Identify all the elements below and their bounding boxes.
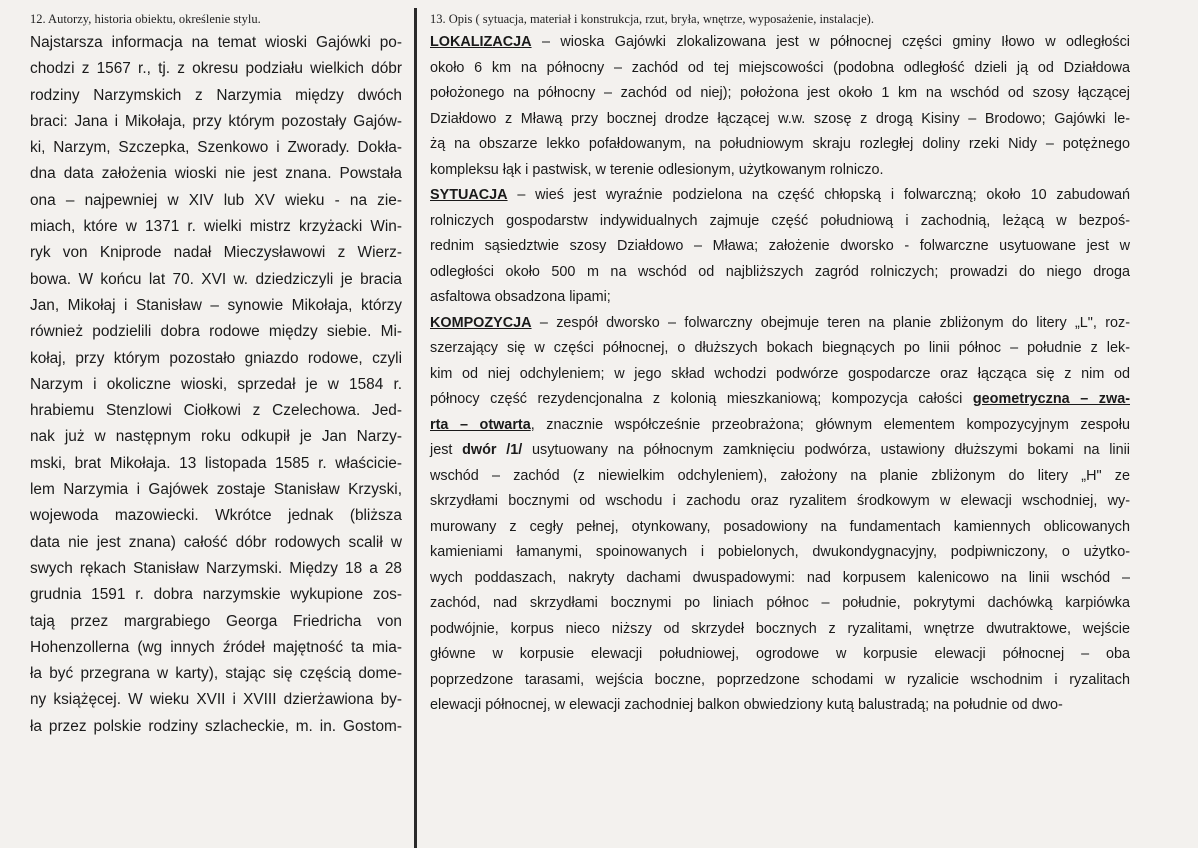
text-run: elewacji północnej, w elewacji zachodniej balkon obwiedziony kutą balustradą; na południe od dwo- xyxy=(430,697,1063,713)
text-line: bowa. W końcu lat 70. XVI w. dziedziczyli je bracia xyxy=(30,270,402,288)
text-line xyxy=(430,81,1130,107)
text-run: – zespół dworsko – folwarczny obejmuje teren na planie zbliżonym do litery „L", roz- xyxy=(531,314,1130,331)
section-12-header: 12. Autorzy, historia obiektu, określenie stylu. xyxy=(30,12,261,26)
text-line: ki, Narzym, Szczepka, Szenkowo i Zworady. Dokła- xyxy=(30,139,402,157)
text-line xyxy=(430,260,1130,286)
text-line xyxy=(430,489,1130,515)
text-run: rednim sąsiedztwie szosy Działdowo – Mława; założenie dworsko - folwarczne usytuowane jest w xyxy=(430,238,1130,254)
text-line: miach, które w 1371 r. wielki mistrz krzyżacki Win- xyxy=(30,218,402,236)
text-line xyxy=(430,617,1130,643)
section-13-header: 13. Opis ( sytuacja, materiał i konstrukcja, rzut, bryła, wnętrze, wyposażenie, instalacje). xyxy=(430,12,874,26)
section-keyword: LOKALIZACJA xyxy=(430,34,532,50)
text-line: również podzielili dobra rodowe między siebie. Mi- xyxy=(30,323,402,341)
text-run: odległości około 500 m na wschód od najbliższych zagród rolniczych; prowadzi do niego droga xyxy=(430,263,1130,280)
text-line xyxy=(430,540,1130,566)
text-run: asfaltowa obsadzona lipami; xyxy=(430,289,611,305)
text-line: ny książęcej. W wieku XVII i XVIII dzierżawiona by- xyxy=(30,691,402,709)
column-divider xyxy=(414,8,417,848)
description-column xyxy=(430,10,1130,719)
text-line xyxy=(430,30,1130,56)
text-run: główne w korpusie elewacji południowej, ogrodowe w korpusie elewacji północnej – oba xyxy=(430,646,1130,662)
text-line: Najstarsza informacja na temat wioski Gajówki po- xyxy=(30,34,402,51)
text-line xyxy=(430,311,1130,337)
text-run: murowany z cegły pełnej, otynkowany, posadowiony na fundamentach kamiennych oblicowanych xyxy=(430,518,1130,535)
text-line xyxy=(430,413,1130,439)
text-line: ła być przegrana w karty), stając się częścią dome- xyxy=(30,665,402,683)
text-run: , znacznie współcześnie przeobrażona; głównym elementem kompozycyjnym zespołu xyxy=(530,416,1131,433)
text-run: około 6 km na północny – zachód od tej miejscowości (podobna odległość dzieli ją od Działdowa xyxy=(430,59,1130,76)
text-line: Jan, Mikołaj i Stanisław – synowie Mikołaja, którzy xyxy=(30,296,402,314)
text-line: lem Narzymia i Gajówek zostaje Stanisław Krzyski, xyxy=(30,481,402,499)
text-line: grudnia 1591 r. dobra narzymskie wykupione zos- xyxy=(30,586,402,604)
text-line xyxy=(430,336,1130,362)
text-line xyxy=(430,387,1130,413)
text-line: wojewoda mazowiecki. Wkrótce jednak (bliższa xyxy=(30,507,402,525)
section-keyword: KOMPOZYCJA xyxy=(430,314,532,331)
text-line: ona – najpewniej w XIV lub XV wieku - na zie- xyxy=(30,191,402,209)
text-run: Działdowo z Mławą przy bocznej drodze łączącej w.w. szosę z drogą Kisiny – Brodowo; Gajówki le- xyxy=(430,110,1130,127)
section-keyword: SYTUACJA xyxy=(430,187,508,203)
text-run: – wieś jest wyraźnie podzielona na część chłopską i folwarczną; około 10 zabudowań xyxy=(507,187,1130,203)
text-line: Hohenzollerna (wg innych źródeł majętność ta mia- xyxy=(30,638,402,656)
text-line xyxy=(430,158,1130,184)
text-run: usytuowany na północnym zamknięciu podwórza, ustawiony dłuższymi bokami na linii xyxy=(522,442,1130,458)
text-line: nak już w następnym roku odkupił je Jan Narzy- xyxy=(30,428,402,446)
section-keyword: geometryczna – zwa- xyxy=(972,391,1130,407)
text-line xyxy=(430,56,1130,82)
text-run: jest xyxy=(430,442,463,458)
text-line xyxy=(430,285,1130,311)
text-line: data nie jest znana) całość dóbr rodowych scalił w xyxy=(30,533,402,551)
text-run: północy część rezydencjonalna z kolonią mieszkaniową; kompozycja całości xyxy=(430,391,973,407)
text-line xyxy=(430,566,1130,592)
text-run: kompleksu łąk i pastwisk, w terenie odlesionym, użytkowanym rolniczo. xyxy=(430,161,884,178)
text-line xyxy=(430,642,1130,668)
text-run: skrzydłami bocznymi od wschodu i zachodu oraz ryzalitem środkowym w elewacji wschodniej, wy- xyxy=(430,493,1130,509)
text-run: zachód, nad skrzydłami bocznymi po liniach północ – południe, pokrytymi dachówką karpiówka xyxy=(430,595,1130,611)
text-run: kamieniami łamanymi, spoinowanych i pobielonych, dwukondygnacyjny, podpiwniczony, o użytko- xyxy=(430,544,1130,560)
text-line xyxy=(430,234,1130,260)
text-line xyxy=(430,591,1130,617)
text-run: szerzający się w części północnej, o dłuższych bokach biegnących po linii północ – południe z lek- xyxy=(430,340,1130,356)
text-line xyxy=(430,183,1130,209)
text-line: ryk von Kniprode nadał Mieczysławowi z Wierz- xyxy=(30,244,402,262)
text-line xyxy=(430,362,1130,388)
text-line: kołaj, przy którym pozostało gniazdo rodowe, czyli xyxy=(30,349,402,367)
text-run: poprzedzone tarasami, wejścia boczne, poprzedzone schodami w ryzalicie wschodnim i ryzalitach xyxy=(430,671,1130,688)
text-run: wych poddaszach, nakryty dachami dwuspadowymi: nad korpusem kalenicowo na linii wschód – xyxy=(430,569,1130,586)
section-keyword: rta – otwarta xyxy=(430,416,531,433)
text-line: Narzym i okoliczne wioski, sprzedał je w 1584 r. xyxy=(30,375,402,393)
description-text xyxy=(430,30,1130,719)
text-line xyxy=(430,515,1130,541)
text-line: hrabiemu Stenzlowi Ciołkowi z Czelechowa. Jed- xyxy=(30,402,402,420)
text-line: dna data założenia wioski nie jest znana. Powstała xyxy=(30,165,402,183)
text-run: kim od niej odchyleniem; w jego skład wchodzi podwórze gospodarcze oraz łącząca się z nim od xyxy=(430,365,1130,382)
text-run: położonego na północny – zachód od niej); położona jest około 1 km na wschód od szosy łączącej xyxy=(430,85,1130,101)
text-line xyxy=(430,132,1130,158)
text-run: – wioska Gajówki zlokalizowana jest w północnej części gminy Iłowo w odległości xyxy=(531,34,1130,50)
text-line: tają przez margrabiego Georga Friedricha von xyxy=(30,612,402,630)
history-text xyxy=(30,30,402,740)
text-line: chodzi z 1567 r., tj. z okresu podziału wielkich dóbr xyxy=(30,60,402,78)
history-column xyxy=(30,10,402,740)
text-line xyxy=(430,107,1130,133)
text-line xyxy=(430,438,1130,464)
text-line xyxy=(430,668,1130,694)
text-line xyxy=(430,693,1130,719)
bold-reference: dwór /1/ xyxy=(462,442,523,458)
text-line: mski, brat Mikołaja. 13 listopada 1585 r. właściciе- xyxy=(30,454,402,472)
text-line: rodziny Narzymskich z Narzymia między dwóch xyxy=(30,86,402,104)
text-line xyxy=(430,209,1130,235)
text-run: rolniczych gospodarstw indywidualnych zajmuje część południową i zachodnią, leżącą w bezpoś- xyxy=(430,212,1130,229)
text-line: braci: Jana i Mikołaja, przy którym pozostały Gajów- xyxy=(30,112,402,130)
text-line xyxy=(430,464,1130,490)
text-run: wschód – zachód (z niewielkim odchyleniem), założony na planie zbliżonym do litery „H" ze xyxy=(430,467,1130,484)
text-line: ła przez polskie rodziny szlacheckie, m. in. Gostom- xyxy=(30,717,402,735)
text-run: podwójnie, korpus nieco niższy od skrzydeł bocznych z ryzalitami, wnętrze dwutraktowe, wejście xyxy=(430,620,1130,637)
text-run: żą na obszarze lekko pofałdowanym, na południowym skraju rozległej doliny rzeki Nidy – potężnego xyxy=(430,136,1130,152)
text-line: swych rękach Stanisław Narzymski. Między 18 a 28 xyxy=(30,559,402,577)
